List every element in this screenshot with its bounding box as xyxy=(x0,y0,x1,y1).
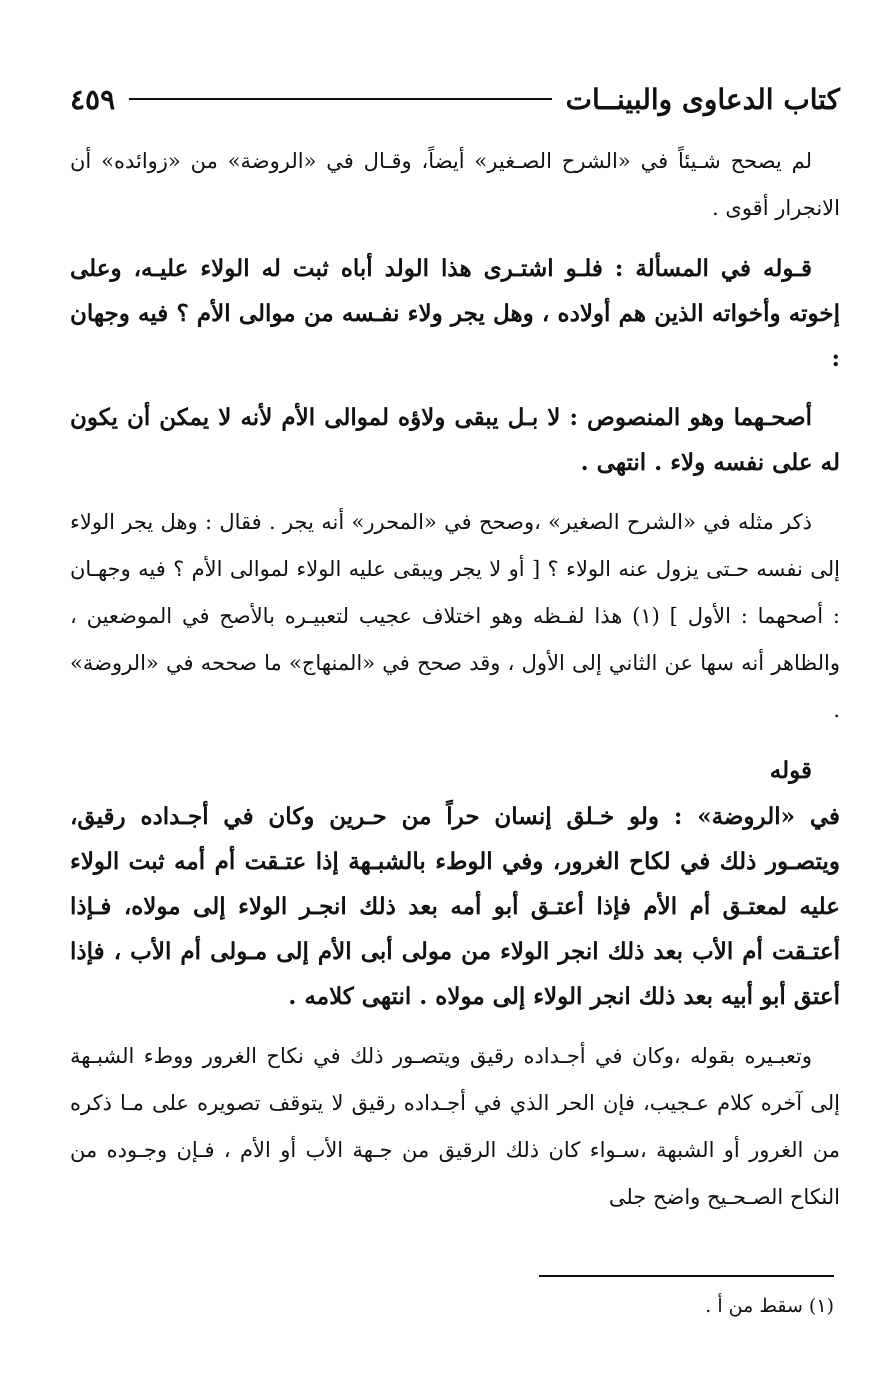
paragraph xyxy=(70,138,840,232)
page-body xyxy=(70,138,840,1235)
running-header xyxy=(70,74,840,124)
header-rule xyxy=(129,98,552,100)
page-number: ٤٥٩ xyxy=(70,82,116,116)
paragraph-text: أصحـهما وهو المنصوص : لا بـل يبقى ولاؤه لموالى الأم لأنه لا يمكن أن يكون له على نفسه ولاء . انتهى . xyxy=(70,404,840,476)
paragraph-text: قـوله في المسألة : فلـو اشتـرى هذا الولد أباه ثبت له الولاء عليـه، وعلى إخوته وأخواته الذين هم أولاده ، وهل يجر ولاء نفـسه من موالى الأم ؟ فيه وجهان : xyxy=(70,255,840,372)
paragraph-text: لم يصحح شـيئاً في «الشرح الصـغير» أيضاً، وقـال في «الروضة» من «زوائده» أن الانجرار أقوى . xyxy=(70,149,840,220)
paragraph xyxy=(70,1033,840,1221)
paragraph-text: وتعبـيره بقوله ،وكان في أجـداده رقيق ويتصـور ذلك في نكاح الغرور ووطء الشبـهة إلى آخره كلام عـجيب، فإن الحر الذي في أجـداده رقيق لا يتوقف تصويره على مـا ذكره من الغرور أو الشبهة ،سـواء كان ذلك الرقيق من جـهة الأب أو الأم ، فـإن وجـوده من النكاح الصـحـيح واضح جلى xyxy=(70,1044,840,1209)
book-title: كتاب الدعاوى والبينــات xyxy=(565,82,840,116)
paragraph xyxy=(70,499,840,734)
bold-paragraph xyxy=(70,794,840,1019)
bold-paragraph xyxy=(70,395,840,485)
paragraph-text: ذكر مثله في «الشرح الصغير» ،وصحح في «المحرر» أنه يجر . فقال : وهل يجر الولاء إلى نفسه حـتى يزول عنه الولاء ؟ [ أو لا يجر ويبقى عليه الولاء لموالى الأم ؟ فيه وجهـان : أصحهما : الأول ] (١) هذا لفـظه وهو اختلاف عجيب لتعبيـره بالأصح في الموضعين ، والظاهر أنه سها عن الثاني إلى الأول ، وقد صحح في «المنهاج» ما صححه في «الروضة» . xyxy=(70,510,840,722)
bold-paragraph xyxy=(70,246,840,381)
footnote: (١) سقط من أ . xyxy=(705,1295,834,1317)
section-heading: قوله xyxy=(769,757,812,784)
footnote-rule xyxy=(539,1275,834,1277)
paragraph-text: في «الروضة» : ولو خـلق إنسان حراً من حـرين وكان في أجـداده رقيق، ويتصـور ذلك في لكاح الغرور، وفي الوطء بالشبـهة إذا عتـقت أم أمه ثبت الولاء عليه لمعتـق أم الأم فإذا أعتـق أبو أمه بعد ذلك انجـر الولاء إلى مولاه، فـإذا أعتـقت أم الأب بعد ذلك انجر الولاء من مولى أبى الأم إلى مـولى أم الأب ، فإذا أعتق أبو أبيه بعد ذلك انجر الولاء إلى مولاه . انتهى كلامه . xyxy=(70,803,840,1010)
